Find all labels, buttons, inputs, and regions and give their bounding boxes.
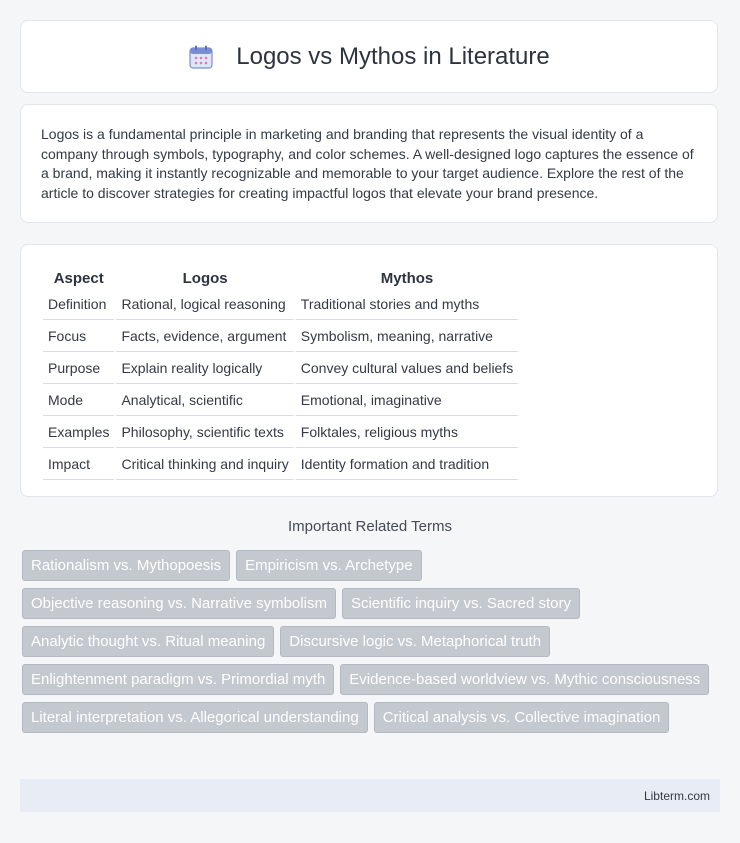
- table-cell: Rational, logical reasoning: [116, 290, 293, 320]
- related-term-tag[interactable]: Literal interpretation vs. Allegorical understanding: [22, 702, 368, 733]
- related-term-tag[interactable]: Analytic thought vs. Ritual meaning: [22, 626, 274, 657]
- table-header-row: [43, 267, 518, 288]
- related-term-tag[interactable]: Evidence-based worldview vs. Mythic consciousness: [340, 664, 709, 695]
- table-row: [43, 386, 518, 416]
- table-cell: Impact: [43, 450, 114, 480]
- table-cell: Philosophy, scientific texts: [116, 418, 293, 448]
- header-logos: Logos: [182, 270, 228, 287]
- related-term-tag[interactable]: Discursive logic vs. Metaphorical truth: [280, 626, 550, 657]
- header-aspect: Aspect: [53, 270, 104, 287]
- page-title: Logos vs Mythos in Literature: [236, 42, 550, 70]
- related-term-tag[interactable]: Enlightenment paradigm vs. Primordial myth: [22, 664, 334, 695]
- table-cell: Facts, evidence, argument: [116, 322, 293, 352]
- table-cell: Explain reality logically: [116, 354, 293, 384]
- table-cell: Analytical, scientific: [116, 386, 293, 416]
- related-term-tag[interactable]: Objective reasoning vs. Narrative symbolism: [22, 588, 336, 619]
- table-cell: Symbolism, meaning, narrative: [296, 322, 518, 352]
- table-cell: Examples: [43, 418, 114, 448]
- table-row: [43, 290, 518, 320]
- related-terms-title: Important Related Terms: [288, 518, 452, 535]
- table-cell: Mode: [43, 386, 114, 416]
- header-card: [20, 20, 718, 93]
- table-row: [43, 450, 518, 480]
- table-row: [43, 354, 518, 384]
- related-term-tag[interactable]: Scientific inquiry vs. Sacred story: [342, 588, 580, 619]
- related-term-tag[interactable]: Critical analysis vs. Collective imagination: [374, 702, 670, 733]
- intro-text: Logos is a fundamental principle in marketing and branding that represents the visual identity of a company through symbols, typography, and color schemes. A well-designed logo captures the essence of a brand, making it instantly recognizable and memorable to your target audience. Explore the rest of the article to discover strategies for creating impactful logos that elevate your brand presence.: [41, 126, 694, 201]
- comparison-card: [20, 244, 718, 497]
- table-cell: Convey cultural values and beliefs: [296, 354, 518, 384]
- table-cell: Definition: [43, 290, 114, 320]
- calendar-icon: [188, 44, 214, 70]
- table-row: [43, 322, 518, 352]
- intro-card: [20, 104, 718, 223]
- related-term-tag[interactable]: Empiricism vs. Archetype: [236, 550, 422, 581]
- table-cell: Focus: [43, 322, 114, 352]
- related-terms-list: [22, 550, 722, 733]
- footer-site-link[interactable]: Libterm.com: [643, 788, 710, 803]
- table-cell: Emotional, imaginative: [296, 386, 518, 416]
- related-term-tag[interactable]: Rationalism vs. Mythopoesis: [22, 550, 230, 581]
- table-cell: Purpose: [43, 354, 114, 384]
- table-cell: Folktales, religious myths: [296, 418, 518, 448]
- footer: [20, 779, 720, 812]
- table-row: [43, 418, 518, 448]
- comparison-table: [41, 265, 520, 482]
- table-cell: Critical thinking and inquiry: [116, 450, 293, 480]
- header-mythos: Mythos: [380, 270, 434, 287]
- table-cell: Traditional stories and myths: [296, 290, 518, 320]
- table-cell: Identity formation and tradition: [296, 450, 518, 480]
